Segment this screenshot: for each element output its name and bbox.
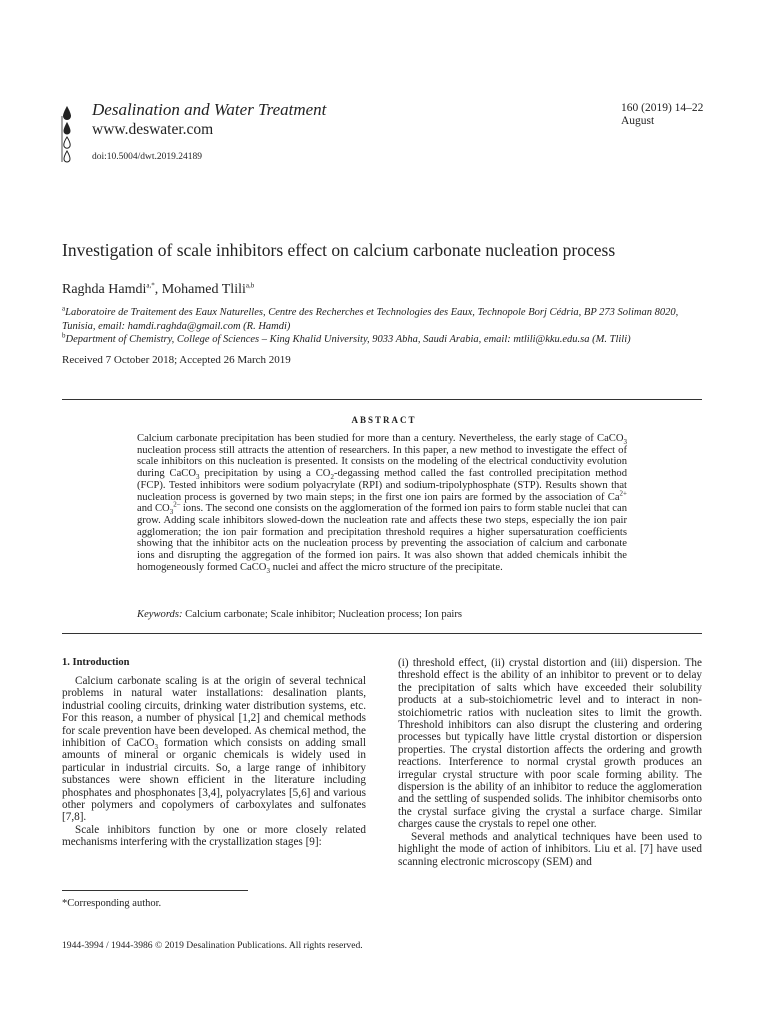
received-dates: Received 7 October 2018; Accepted 26 March 2019 [62, 354, 291, 366]
journal-website[interactable]: www.deswater.com [92, 121, 214, 138]
affiliation-mark: b [62, 331, 66, 340]
abstract-heading: ABSTRACT [351, 415, 417, 425]
doi[interactable]: doi:10.5004/dwt.2019.24189 [92, 152, 203, 162]
subscript: 3 [623, 438, 627, 447]
subscript: 2 [330, 473, 334, 482]
abstract-segment: nuclei and affect the micro structure of the precipitate. [269, 561, 503, 573]
paragraph [62, 675, 366, 824]
abstract-segment: and CO [137, 503, 170, 515]
keywords [137, 609, 462, 620]
author-separator: , [154, 282, 162, 297]
subscript: 3 [196, 473, 200, 482]
copyright-line: 1944-3994 / 1944-3986 © 2019 Desalination Publications. All rights reserved. [62, 940, 363, 951]
affiliation-mark: a [62, 304, 66, 313]
divider [62, 399, 702, 400]
paragraph: (i) threshold effect, (ii) crystal distortion and (iii) dispersion. The threshold effect is the ability of an inhibitor to prevent or to delay the precipitation of salts which have exceeded their solubility products at a sub-stoichiometric level and to interact in non-stoichiometric ratios with nucleation sites to limit the growth. Threshold inhibitors can also disrupt the clustering and ordering processes but typically have little crystal distortion or dispersion properties. The crystal distortion affects the ordering and growth reactions. Interference to normal crystal growth produces an irregular crystal structure with poor scale forming ability. The dispersion is the ability of an inhibitor to reduce the agglomeration and the settling of suspended solids. The inhibitor chemisorbs onto the crystal surface giving the crystal a surface charge. Similar charges cause the crystals to repel one other. [398, 657, 702, 831]
body-column-left [62, 675, 366, 849]
author-name: Raghda Hamdi [62, 282, 147, 297]
article-title: Investigation of scale inhibitors effect on calcium carbonate nucleation process [62, 240, 616, 260]
journal-name: Desalination and Water Treatment [92, 100, 327, 119]
superscript: 2+ [619, 488, 627, 497]
footnote: *Corresponding author. [62, 898, 162, 909]
subscript: 3 [169, 508, 174, 517]
divider [62, 633, 702, 634]
paragraph-segment: Calcium carbonate scaling is at the origin of several technical problems in natural water installations: desalination plants, industrial cooling circuits, drinking water distribution systems, etc. For this reason, a number of physical [1,2] and chemical methods for scale prevention have been developed. As chemical method, the inhibition of CaCO [62, 675, 366, 750]
abstract-segment: precipitation by using a CO [199, 468, 331, 480]
abstract-segment: -degassing method called the fast controlled precipitation method (FCP). Tested inhibitors were sodium polyacrylate (RPI) and sodium-tripolyphosphate (STP). Results shown that nucleation process is governed by two main steps; in the first one ion pairs are formed by the association of Ca [137, 468, 627, 503]
affiliation-a [62, 306, 702, 333]
section-heading: 1. Introduction [62, 657, 130, 668]
volume-pages: 160 (2019) 14–22 [621, 102, 704, 114]
water-drops-logo [60, 104, 80, 164]
paragraph: Scale inhibitors function by one or more closely related mechanisms interfering with the crystallization stages [9]: [62, 823, 366, 849]
author-name: Mohamed Tlili [161, 282, 246, 297]
author-list [62, 282, 254, 298]
body-column-right [398, 657, 702, 868]
abstract-text [137, 433, 627, 573]
abstract-segment: nucleation process still attracts the attention of researchers. In this paper, a new method to investigate the effect of scale inhibitors on this nucleation is presented. It consists on the modeling of the electrical conductivity evolution during CaCO [137, 444, 627, 480]
subscript: 3 [154, 743, 159, 752]
keywords-label: Keywords: [137, 609, 183, 620]
footnote-divider [62, 890, 248, 891]
author-affiliation-mark: a,b [245, 281, 255, 290]
issue-month: August [621, 115, 655, 127]
superscript: 2– [173, 500, 181, 509]
subscript: 3 [266, 566, 270, 575]
affiliation-b [62, 333, 702, 347]
issue-info [621, 102, 703, 128]
paragraph: Several methods and analytical techniques have been used to highlight the mode of action of inhibitors. Liu et al. [7] have used scanning electronic microscopy (SEM) and [398, 830, 702, 868]
affiliation-text: Laboratoire de Traitement des Eaux Naturelles, Centre des Recherches et Technologies des Eaux, Technopole Borj Cédria, BP 273 Soliman 8020, Tunisia, email: hamdi.raghda@gmail.com (R. Hamdi) [62, 307, 679, 332]
keywords-list: Calcium carbonate; Scale inhibitor; Nucleation process; Ion pairs [185, 609, 462, 620]
affiliation-text: Department of Chemistry, College of Sciences – King Khalid University, 9033 Abha, Saudi Arabia, email: mtlili@kku.edu.sa (M. Tlili) [65, 334, 631, 345]
abstract-segment: Calcium carbonate precipitation has been studied for more than a century. Nevertheless, the early stage of CaCO [137, 433, 624, 444]
author-affiliation-mark: a,* [146, 281, 155, 290]
abstract-segment: ions. The second one consists on the agglomeration of the formed ion pairs to form stable nuclei that can grow. Adding scale inhibitors slowed-down the nucleation rate and affects these two steps, especially the ion pair agglomeration; the ion pair formation and precipitation threshold requires a higher supersaturation coefficients showing that the inhibitor acts on the nucleation process by preventing the association of calcium and carbonate ions and disrupting the aggregation of the formed ion pairs. It was also shown that added chemicals inhibit the homogeneously formed CaCO [137, 503, 627, 573]
paragraph-segment: formation which consists on adding small amounts of mineral or organic chemicals is widely used in particular in industrial circuits. So, a large range of inhibitory substances were shown efficient in the literature including phosphates and phosphonates [3,4], polyacrylates [5,6] and various other polymers and copolymers of carboxylates and sulfonates [7,8]. [62, 737, 366, 824]
